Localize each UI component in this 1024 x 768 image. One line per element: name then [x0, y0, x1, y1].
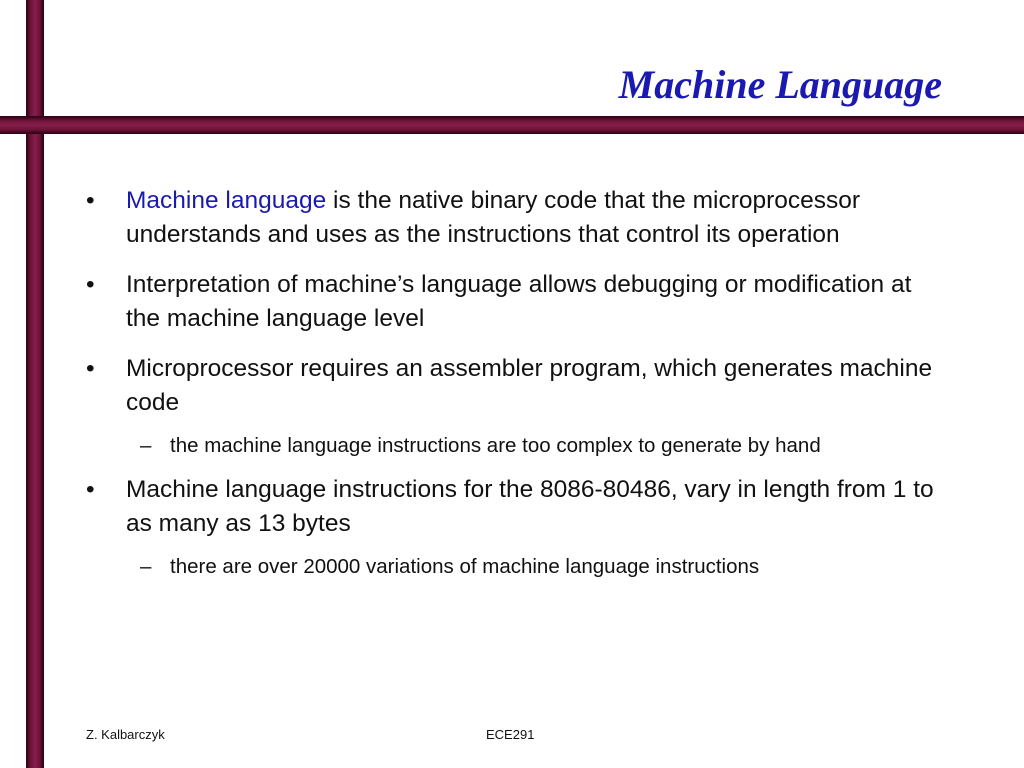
footer-course: ECE291 — [486, 727, 535, 742]
sub-bullet-text: the machine language instructions are too complex to generate by hand — [170, 434, 821, 457]
sub-bullet-text: there are over 20000 variations of machine language instructions — [170, 555, 760, 578]
bullet-item — [84, 268, 934, 336]
bullet-marker: • — [86, 476, 95, 503]
horizontal-accent-bar — [0, 116, 1024, 134]
slide-title: Machine Language — [618, 62, 942, 107]
bullet-text: Interpretation of machine’s language allows debugging or modification at the machine language level — [126, 271, 912, 332]
sub-bullet-item — [84, 430, 934, 461]
bullet-item — [84, 184, 934, 252]
bullet-item — [84, 473, 934, 541]
sub-bullet-marker: – — [140, 555, 152, 578]
bullet-text: Machine language instructions for the 8086-80486, vary in length from 1 to as many as 13 bytes — [126, 476, 934, 537]
bullet-text: is the native binary code that the microprocessor understands and uses as the instructions that control its operation — [126, 187, 861, 248]
bullet-item — [84, 352, 934, 420]
sub-bullet-item — [84, 551, 934, 582]
highlighted-term: Machine language — [126, 187, 327, 214]
bullet-marker: • — [86, 187, 95, 214]
slide-body — [84, 184, 934, 594]
footer-author: Z. Kalbarczyk — [86, 727, 165, 742]
bullet-text: Microprocessor requires an assembler program, which generates machine code — [126, 355, 933, 416]
sub-bullet-marker: – — [140, 434, 152, 457]
bullet-marker: • — [86, 355, 95, 382]
bullet-marker: • — [86, 271, 95, 298]
